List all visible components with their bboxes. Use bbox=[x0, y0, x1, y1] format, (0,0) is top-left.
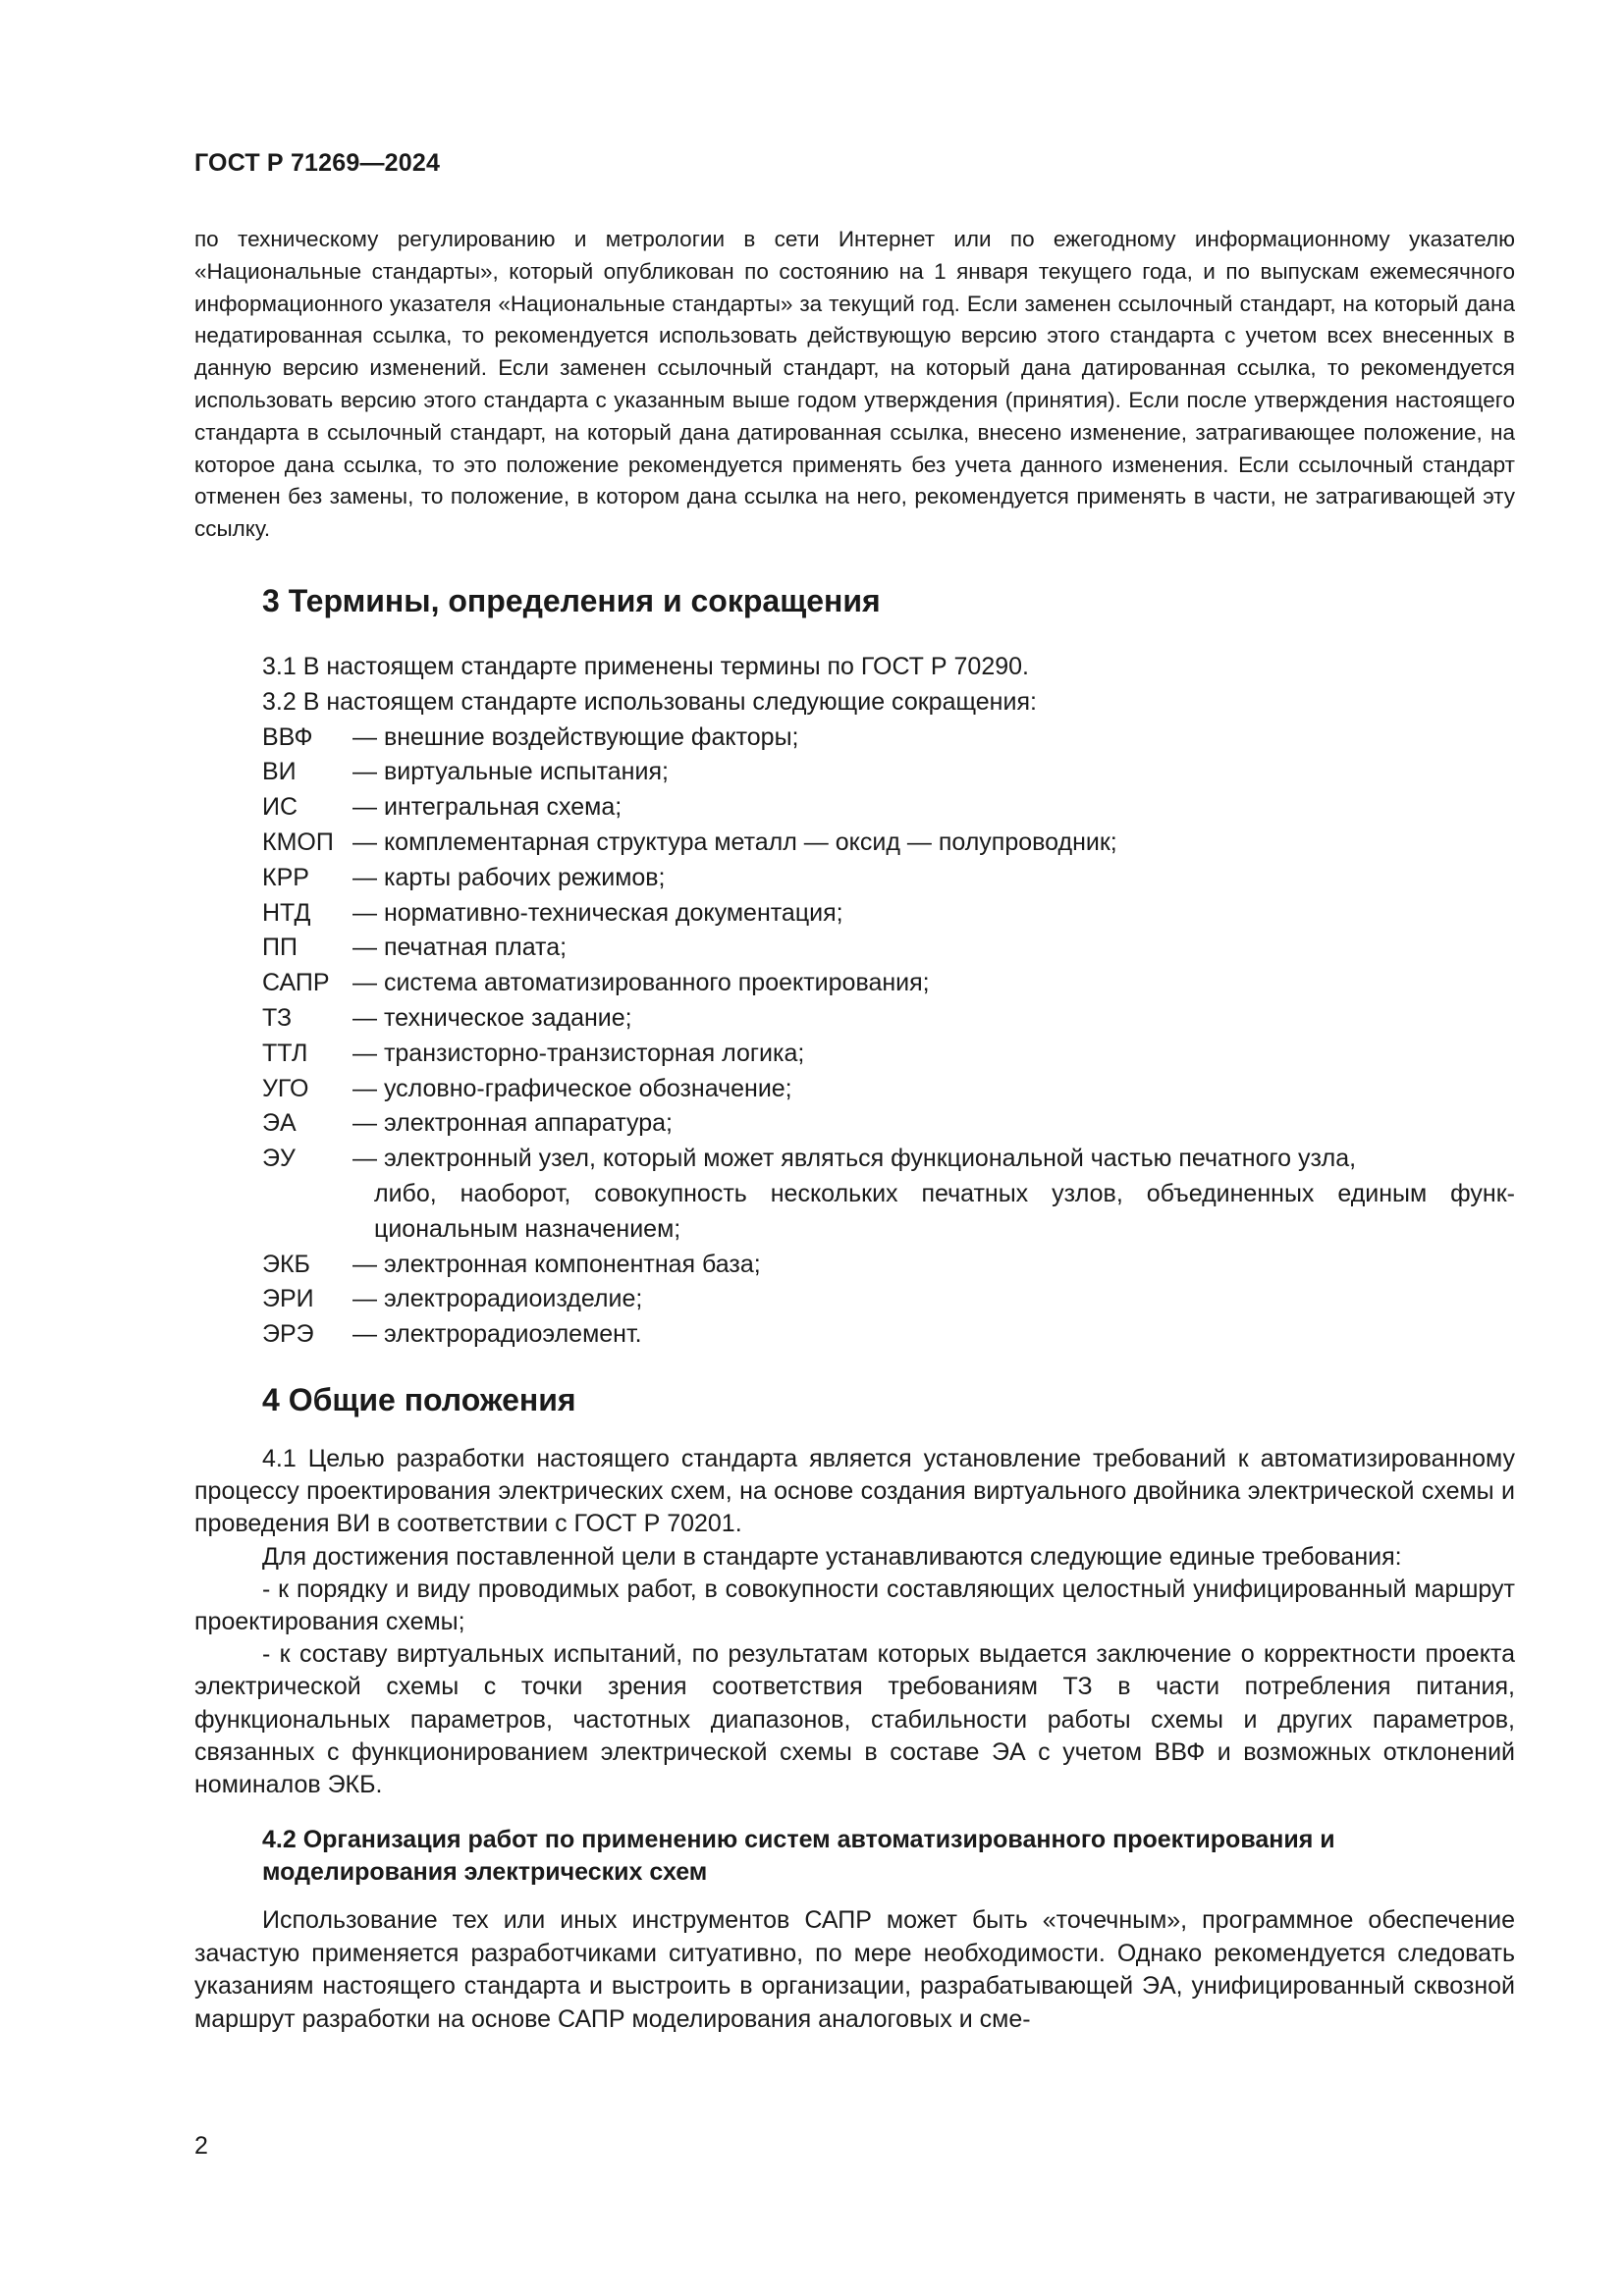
abbreviation-definition: — комплементарная структура металл — оксид — полупроводник; bbox=[352, 828, 1117, 856]
subsection-4-2-body bbox=[194, 1904, 1515, 2036]
abbreviation-term: КМОП bbox=[262, 828, 334, 856]
intro-paragraph: по техническому регулированию и метрологии в сети Интернет или по ежегодному информационному указателю «Национальные стандарты», который опубликован по состоянию на 1 января текущего года, и по выпускам ежемесячного информационного указателя «Национальные стандарты» за текущий год. Если заменен ссылочный стандарт, на который дана недатированная ссылка, то рекомендуется использовать действующую версию этого стандарта с учетом всех внесенных в данную версию изменений. Если заменен ссылочный стандарт, на который дана датированная ссылка, то рекомендуется использовать версию этого стандарта с указанным выше годом утверждения (принятия). Если после утверждения настоящего стандарта в ссылочный стандарт, на который дана датированная ссылка, внесено изменение, затрагивающее положение, на которое дана ссылка, то это положение рекомендуется применять без учета данного изменения. Если ссылочный стандарт отменен без замены, то положение, в котором дана ссылка на него, рекомендуется применять в части, не затрагивающей эту ссылку. bbox=[194, 227, 1515, 542]
abbreviation-term: ВВФ bbox=[262, 722, 313, 751]
abbreviation-row bbox=[262, 826, 1515, 861]
abbreviation-definition: — карты рабочих режимов; bbox=[352, 863, 666, 891]
clause-4-1: 4.1 Целью разработки настоящего стандарта является установление требований к автоматизированному процессу проектирования электрических схем, на основе создания виртуального двойника электрической схемы и проведения ВИ в соответствии с ГОСТ Р 70201. bbox=[194, 1445, 1515, 1538]
abbreviation-term: ЭУ bbox=[262, 1145, 296, 1173]
abbreviation-row bbox=[262, 790, 1515, 826]
abbreviation-row bbox=[262, 721, 1515, 756]
abbreviation-row bbox=[262, 966, 1515, 1001]
subsection-4-2-heading: 4.2 Организация работ по применению систем автоматизированного проектирования и моделирования электрических схем bbox=[262, 1826, 1335, 1886]
abbreviation-definition: — интегральная схема; bbox=[352, 793, 623, 822]
abbreviation-row bbox=[262, 931, 1515, 966]
abbreviation-definition: — внешние воздействующие факторы; bbox=[352, 722, 799, 751]
abbreviation-term: УГО bbox=[262, 1074, 309, 1102]
subsection-4-2-paragraph: Использование тех или иных инструментов САПР может быть «точечным», программное обеспечение зачастую применяется разработчиками ситуативно, по мере необходимости. Однако рекомендуется следовать указаниям настоящего стандарта и выстроить в организации, разрабатывающей ЭА, унифицированный сквозной маршрут разработки на основе САПР моделирования аналоговых и сме- bbox=[194, 1906, 1515, 2033]
abbreviation-definition: — условно-графическое обозначение; bbox=[352, 1074, 792, 1102]
section-4-body bbox=[194, 1443, 1515, 1801]
abbreviation-term: КРР bbox=[262, 863, 309, 891]
abbreviation-term: ИС bbox=[262, 793, 298, 822]
abbreviation-row bbox=[262, 1282, 1515, 1317]
abbreviation-row bbox=[262, 896, 1515, 932]
abbreviation-row bbox=[262, 1001, 1515, 1037]
abbreviation-definition: — система автоматизированного проектирования; bbox=[352, 969, 930, 997]
abbreviation-term: САПР bbox=[262, 969, 330, 997]
abbreviation-term: ВИ bbox=[262, 758, 297, 786]
section-4-heading: 4 Общие положения bbox=[262, 1382, 576, 1417]
abbreviation-term: ЭКБ bbox=[262, 1250, 310, 1278]
abbreviation-definition-line: — электронный узел, который может являться функциональной частью печатного узла, bbox=[352, 1145, 1357, 1173]
abbreviation-term: ПП bbox=[262, 934, 298, 962]
abbreviation-definition: — транзисторно-транзисторная логика; bbox=[352, 1039, 805, 1067]
page-number: 2 bbox=[194, 2132, 208, 2160]
requirements-intro: Для достижения поставленной цели в стандарте устанавливаются следующие единые требования: bbox=[262, 1542, 1402, 1571]
requirement-item: - к порядку и виду проводимых работ, в совокупности составляющих целостный унифицированный маршрут проектирования схемы; bbox=[194, 1575, 1515, 1636]
abbreviation-row bbox=[262, 1317, 1515, 1353]
abbreviation-definition: — техническое задание; bbox=[352, 1003, 632, 1032]
abbreviation-term: ЭРЭ bbox=[262, 1320, 314, 1349]
abbreviation-row bbox=[262, 1142, 1515, 1247]
abbreviation-definition: — виртуальные испытания; bbox=[352, 758, 669, 786]
abbreviation-term: ТЗ bbox=[262, 1003, 293, 1032]
abbreviation-row bbox=[262, 1248, 1515, 1283]
abbreviation-definition: — электронная компонентная база; bbox=[352, 1250, 761, 1278]
abbreviation-row bbox=[262, 1106, 1515, 1142]
requirement-item: - к составу виртуальных испытаний, по результатам которых выдается заключение о корректности проекта электрической схемы с точки зрения соответствия требованиям ТЗ в части потребления питания, функциональных параметров, частотных диапазонов, стабильности работы схемы и других параметров, связанных с функционированием электрической схемы в составе ЭА с учетом ВВФ и возможных отклонений номиналов ЭКБ. bbox=[194, 1640, 1515, 1799]
section-3-body bbox=[262, 650, 1515, 1353]
abbreviation-term: ЭРИ bbox=[262, 1285, 314, 1313]
abbreviation-definition: — электронная аппаратура; bbox=[352, 1109, 673, 1138]
abbreviation-row bbox=[262, 1037, 1515, 1072]
abbreviation-row bbox=[262, 1072, 1515, 1107]
section-3-heading: 3 Термины, определения и сокращения bbox=[262, 583, 881, 618]
clause-3-1: 3.1 В настоящем стандарте применены термины по ГОСТ Р 70290. bbox=[262, 653, 1029, 680]
clause-3-2: 3.2 В настоящем стандарте использованы следующие сокращения: bbox=[262, 687, 1037, 716]
abbreviation-row bbox=[262, 861, 1515, 896]
abbreviation-term: ЭА bbox=[262, 1109, 297, 1138]
abbreviation-term: ТТЛ bbox=[262, 1039, 308, 1067]
abbreviation-definition: — нормативно-техническая документация; bbox=[352, 898, 843, 927]
document-header: ГОСТ Р 71269—2024 bbox=[194, 149, 441, 177]
abbreviation-term: НТД bbox=[262, 898, 311, 927]
abbreviation-definition-continuation: либо, наоборот, совокупность нескольких печатных узлов, объединенных единым функциональным назначением; bbox=[374, 1179, 1515, 1243]
abbreviation-definition bbox=[352, 1142, 1515, 1247]
abbreviation-list bbox=[262, 721, 1515, 1353]
abbreviation-row bbox=[262, 755, 1515, 790]
abbreviation-definition: — электрорадиоизделие; bbox=[352, 1285, 643, 1313]
abbreviation-definition: — печатная плата; bbox=[352, 934, 568, 962]
abbreviation-definition: — электрорадиоэлемент. bbox=[352, 1320, 642, 1349]
